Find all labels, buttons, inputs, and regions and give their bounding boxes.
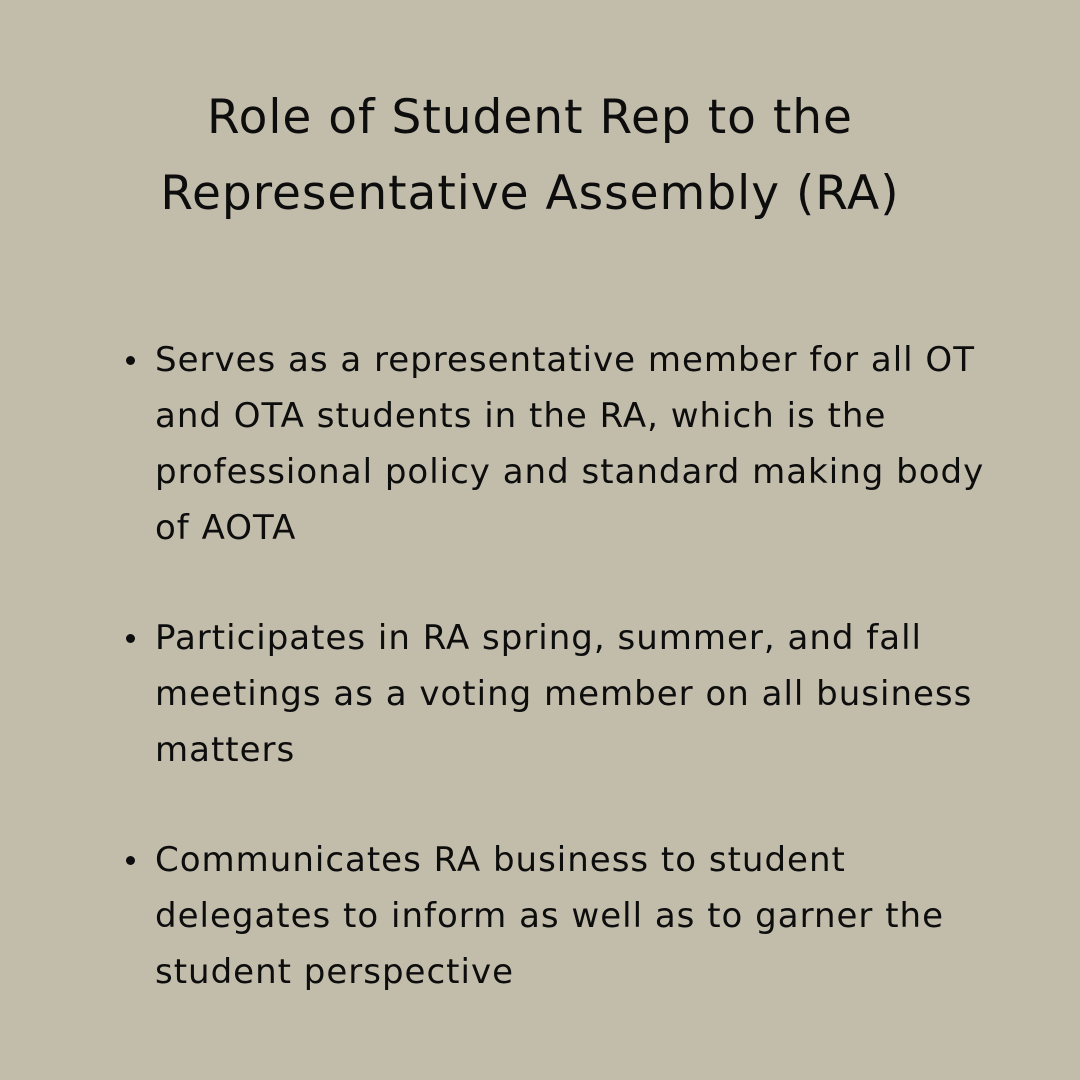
bullet-text: Serves as a representative member for all OT and OTA students in the RA, which is the professional policy and standard making body of AOTA: [155, 340, 985, 548]
title-line-1: Role of Student Rep to the: [207, 90, 853, 145]
bullet-text: Participates in RA spring, summer, and fall meetings as a voting member on all business matters: [155, 618, 973, 770]
list-item: [123, 610, 1003, 778]
bullet-text: Communicates RA business to student delegates to inform as well as to garner the student perspective: [155, 840, 944, 992]
bullet-dot-icon: [126, 634, 135, 643]
title-line-2: Representative Assembly (RA): [160, 166, 900, 221]
page-title: [0, 80, 1060, 232]
bullet-dot-icon: [126, 356, 135, 365]
list-item: [123, 832, 1003, 1000]
bullet-dot-icon: [126, 856, 135, 865]
bullet-list: [123, 332, 1003, 1054]
list-item: [123, 332, 1003, 556]
